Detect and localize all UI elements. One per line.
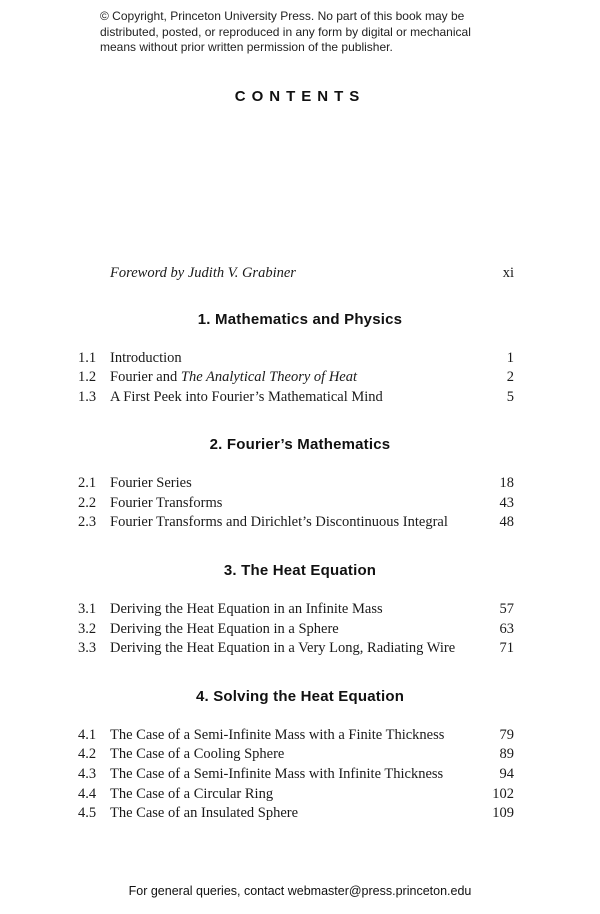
entry-page-number: 2 xyxy=(506,369,514,386)
entry-page-number: 79 xyxy=(499,726,514,743)
section-heading: 4. Solving the Heat Equation xyxy=(195,687,405,705)
section-heading: 1. Mathematics and Physics xyxy=(197,310,403,328)
toc-entry xyxy=(0,600,600,620)
toc-entry xyxy=(0,388,600,408)
toc-entry xyxy=(0,765,600,785)
entry-number: 4.4 xyxy=(78,785,97,802)
toc-entry xyxy=(0,785,600,805)
entry-title: The Case of a Cooling Sphere xyxy=(110,746,285,763)
entry-number: 1.2 xyxy=(78,369,97,386)
entry-number: 4.5 xyxy=(78,805,97,822)
entry-number: 4.3 xyxy=(78,766,97,783)
entry-title: A First Peek into Fourier’s Mathematical Mind xyxy=(110,388,383,405)
toc-entry xyxy=(0,620,600,640)
entry-page-number: 63 xyxy=(499,620,514,637)
entry-title: The Case of a Semi-Infinite Mass with Infinite Thickness xyxy=(110,766,444,783)
entry-number: 2.1 xyxy=(78,475,97,492)
toc-section xyxy=(0,688,600,824)
entry-title: Introduction xyxy=(110,349,182,366)
section-heading: 3. The Heat Equation xyxy=(223,562,377,580)
entry-number: 3.3 xyxy=(78,640,97,657)
toc-section xyxy=(0,562,600,659)
entry-title: Fourier and The Analytical Theory of Heat xyxy=(110,369,357,386)
toc-entry xyxy=(0,474,600,494)
toc-entry xyxy=(0,804,600,824)
entry-number: 4.1 xyxy=(78,726,97,743)
entry-page-number: 18 xyxy=(499,475,514,492)
entry-page-number: 89 xyxy=(499,746,514,763)
toc-entry xyxy=(0,726,600,746)
foreword-row xyxy=(0,265,600,282)
entry-number: 1.1 xyxy=(78,349,97,366)
entry-page-number: 94 xyxy=(499,766,514,783)
toc-section xyxy=(0,311,600,408)
entry-title: Fourier Series xyxy=(110,475,192,492)
footer-note: For general queries, contact webmaster@press.princeton.edu xyxy=(128,884,472,898)
entry-title: The Case of a Semi-Infinite Mass with a Finite Thickness xyxy=(110,726,445,743)
toc-entry xyxy=(0,745,600,765)
entry-page-number: 1 xyxy=(506,349,514,366)
entry-page-number: 102 xyxy=(492,785,514,802)
entry-title: Deriving the Heat Equation in an Infinite Mass xyxy=(110,601,383,618)
entry-page-number: 109 xyxy=(492,805,514,822)
foreword-page-number: xi xyxy=(502,264,514,281)
entry-number: 1.3 xyxy=(78,388,97,405)
entry-page-number: 43 xyxy=(499,494,514,511)
entry-title: The Case of a Circular Ring xyxy=(110,785,274,802)
entry-number: 2.3 xyxy=(78,514,97,531)
entry-page-number: 5 xyxy=(506,388,514,405)
entry-number: 3.2 xyxy=(78,620,97,637)
toc-entry xyxy=(0,349,600,369)
entry-title: Deriving the Heat Equation in a Sphere xyxy=(110,620,339,637)
entry-number: 3.1 xyxy=(78,601,97,618)
entry-number: 4.2 xyxy=(78,746,97,763)
toc-entry xyxy=(0,494,600,514)
toc-entry xyxy=(0,368,600,388)
toc-entry xyxy=(0,639,600,659)
toc-entry xyxy=(0,513,600,533)
toc-section xyxy=(0,436,600,533)
toc-sections xyxy=(0,311,600,824)
entry-title: Fourier Transforms and Dirichlet’s Discontinuous Integral xyxy=(110,514,448,531)
entry-title: Deriving the Heat Equation in a Very Long, Radiating Wire xyxy=(110,640,456,657)
entry-page-number: 48 xyxy=(499,514,514,531)
foreword-label: Foreword by Judith V. Grabiner xyxy=(110,264,296,281)
entry-number: 2.2 xyxy=(78,494,97,511)
copyright-notice: © Copyright, Princeton University Press. No part of this book may be distributed, posted, or reproduced in any form by digital or mechanical means without prior written permission of the publisher. xyxy=(100,9,471,54)
entry-title: The Case of an Insulated Sphere xyxy=(110,805,299,822)
entry-page-number: 71 xyxy=(499,640,514,657)
entry-title: Fourier Transforms xyxy=(110,494,223,511)
page-title: CONTENTS xyxy=(234,87,366,105)
entry-page-number: 57 xyxy=(499,601,514,618)
section-heading: 2. Fourier’s Mathematics xyxy=(209,436,391,454)
